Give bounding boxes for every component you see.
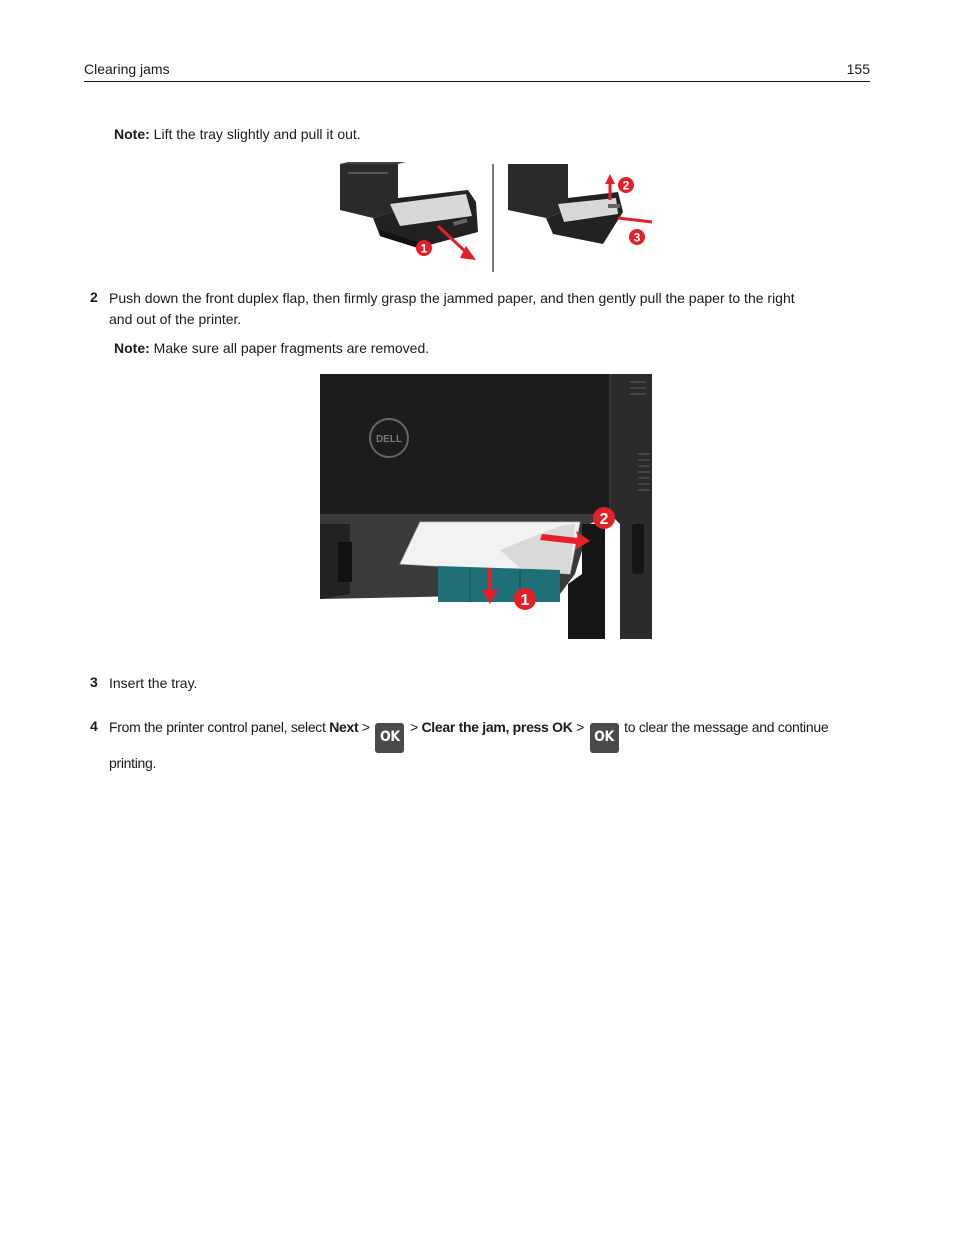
- clear-jam-option: Clear the jam, press OK: [421, 719, 573, 735]
- printer-front-panel: [320, 374, 610, 514]
- note-text: Lift the tray slightly and pull it out.: [149, 126, 361, 142]
- note-text: Make sure all paper fragments are removed.: [149, 340, 430, 356]
- note-label: Note:: [114, 340, 150, 356]
- step-4-number: 4: [90, 718, 98, 734]
- step-2-line-1: Push down the front duplex flap, then firmly grasp the jammed paper, and then gently pull the paper to the right: [109, 290, 795, 306]
- header-rule: [84, 81, 870, 82]
- lift-arrow-head: [605, 174, 615, 184]
- side-handle: [632, 524, 644, 574]
- dell-logo-text: DELL: [375, 434, 403, 445]
- step-2-number: 2: [90, 289, 98, 305]
- next-option: Next: [329, 719, 359, 735]
- callout-2-label: 2: [599, 511, 609, 528]
- printer-tray-pull-left: [340, 162, 478, 248]
- step-2-line-2: and out of the printer.: [109, 311, 242, 327]
- printer-side-panel: [610, 374, 652, 639]
- page-number: 155: [846, 61, 870, 77]
- callout-3-label: 3: [633, 230, 641, 245]
- note-label: Note:: [114, 126, 150, 142]
- step-4-line-1: From the printer control panel, select Next > OK > Clear the jam, press OK > OK to clear the message and continue: [109, 717, 889, 753]
- step-4-text: [109, 717, 889, 774]
- duplex-jam-illustration: [320, 374, 654, 644]
- note-fragments: [114, 340, 429, 356]
- printer-tray-pull-right: [508, 164, 623, 244]
- ok-button-icon: OK: [375, 723, 404, 753]
- step-2-text: [109, 288, 879, 330]
- out-arrow: [618, 218, 652, 222]
- tray-removal-illustration: [318, 160, 658, 275]
- ok-button-icon: OK: [590, 723, 619, 753]
- running-header: Clearing jams: [84, 61, 170, 77]
- callout-1-label: 1: [520, 592, 530, 609]
- callout-2-label: 2: [622, 178, 630, 193]
- step-4-line-2: printing.: [109, 755, 157, 771]
- note-lift-tray: [114, 126, 361, 142]
- duplex-flap: [438, 566, 560, 602]
- callout-1-label: 1: [420, 241, 428, 256]
- step-3-text: Insert the tray.: [109, 675, 198, 691]
- step-3-number: 3: [90, 674, 98, 690]
